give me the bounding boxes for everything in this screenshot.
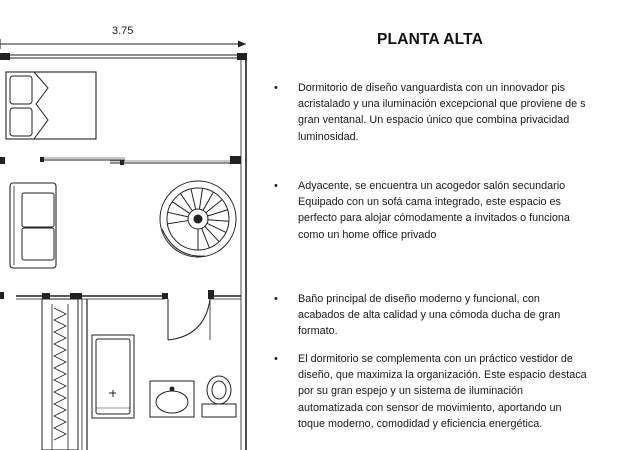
description-list bbox=[276, 0, 600, 450]
list-item bbox=[276, 351, 616, 432]
bullet-line: toque moderno, comodidad y eficiencia energética. bbox=[298, 417, 543, 430]
bullet-line: Equipado con un sofá cama integrado, este espacio es bbox=[298, 196, 561, 209]
page-title: PLANTA ALTA bbox=[377, 31, 484, 48]
bullet-line: luminosidad. bbox=[298, 130, 359, 143]
bullet-line: gran ventanal. Un espacio único que combina privacidad bbox=[298, 114, 570, 127]
bullet-line: automatizada con sensor de movimiento, aportando un bbox=[298, 401, 562, 414]
shower-icon bbox=[92, 335, 134, 418]
bullet-line: acabados de alta calidad y una cómoda ducha de gran bbox=[298, 309, 561, 322]
toilet-icon bbox=[202, 376, 236, 417]
sink-icon bbox=[150, 381, 194, 417]
bullet-line: como un home office privado bbox=[298, 228, 437, 241]
stair-tread bbox=[168, 212, 189, 217]
bed-icon bbox=[6, 72, 96, 139]
dimension-arrow-icon bbox=[0, 39, 246, 49]
glass-partition bbox=[0, 156, 241, 165]
bullet-line: Dormitorio de diseño vanguardista con un innovador pis bbox=[298, 82, 566, 94]
bullet-line: Baño principal de diseño moderno y funcional, con bbox=[298, 293, 540, 305]
stair-tread bbox=[208, 220, 229, 222]
list-item bbox=[276, 178, 616, 243]
bullet-line: formato. bbox=[298, 325, 338, 338]
stair-tread bbox=[191, 189, 196, 209]
bullet-icon: • bbox=[274, 180, 278, 192]
floor-plan bbox=[0, 0, 270, 450]
bullet-line: por su gran espejo y un sistema de iluminación bbox=[298, 385, 524, 398]
middle-wall bbox=[0, 290, 241, 299]
door-swing-icon bbox=[168, 299, 210, 340]
sofa-icon bbox=[10, 183, 56, 268]
bullet-line: Adyacente, se encuentra un acogedor salón secundario bbox=[298, 180, 566, 192]
stair-tread bbox=[208, 210, 228, 216]
bullet-line: perfecto para alojar cómodamente a invitados o funciona bbox=[298, 212, 570, 225]
bullet-icon: • bbox=[274, 293, 278, 305]
spiral-stair-icon bbox=[160, 181, 236, 257]
bullet-icon: • bbox=[274, 82, 278, 94]
stair-tread bbox=[202, 228, 210, 248]
stair-tread bbox=[167, 221, 188, 224]
bullet-icon: • bbox=[274, 353, 278, 365]
list-item bbox=[276, 291, 616, 340]
bullet-line: diseño, que maximiza la organización. Este espacio destaca bbox=[298, 369, 587, 382]
bullet-line: acristalado y una iluminación excepcional que proviene de s bbox=[298, 98, 586, 111]
top-wall bbox=[0, 53, 247, 60]
list-item bbox=[276, 80, 616, 145]
wardrobe-icon bbox=[42, 299, 78, 450]
dimension-label: 3.75 bbox=[112, 25, 134, 37]
bullet-line: El dormitorio se complementa con un práctico vestidor de bbox=[298, 353, 573, 365]
stair-tread bbox=[199, 188, 202, 209]
